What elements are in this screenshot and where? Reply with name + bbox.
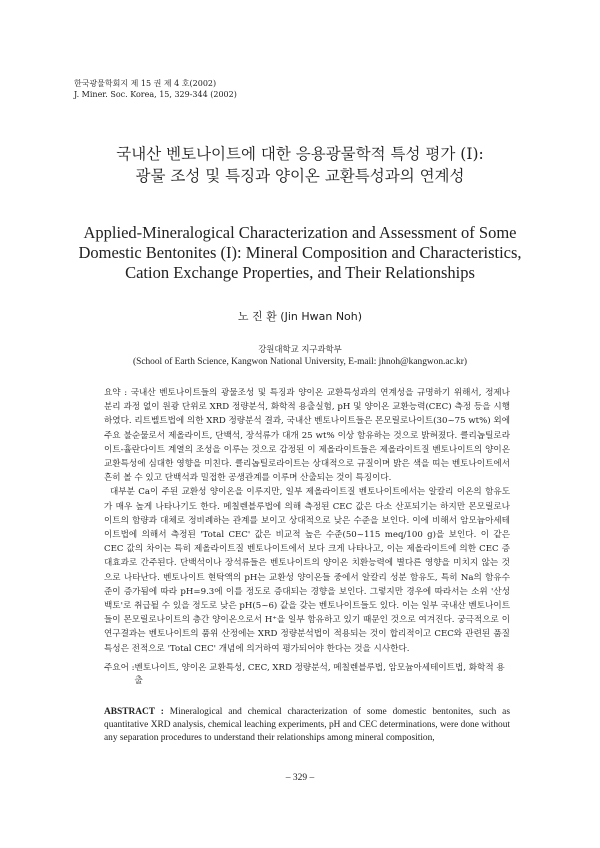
abstract-en-text: Mineralogical and chemical characterization of some domestic bentonites, such as quantitative XRD analysis, chemical leaching experiments, pH and CEC determinations, were done without any separation procedures to understand their relationships among mineral composition, — [104, 707, 510, 743]
abstract-ko — [104, 386, 510, 656]
keywords-text: 벤토나이트, 양이온 교환특성, CEC, XRD 정량분석, 메칠렌블루법, 암모늄아세테이트법, 화학적 용출 — [134, 663, 505, 686]
journal-line-en: J. Miner. Soc. Korea, 15, 329-344 (2002) — [74, 90, 237, 99]
keywords-label: 주요어 : — [104, 663, 135, 673]
journal-line-ko: 한국광물학회지 제 15 권 제 4 호(2002) — [74, 79, 217, 88]
abstract-ko-paragraph-2: 대부분 Ca이 주된 교환성 양이온을 이루지만, 일부 제올라이트질 벤토나이트에서는 알칼리 이온의 함유도가 매우 높게 나타나기도 한다. 메칠렌블루법에 의해 측정된 CEC 값은 다소 산포되기는 하지만 몬모릴로나이트의 함량과 대체로 정비례하는 관계를 보이고 상대적으로 낮은 수준을 보인다. 이에 비해서 암모늄아세테이트법에 의해서 측정된 'Total CEC' 값은 비교적 높은 수준(50~115 meq/100 g)을 보인다. 이 같은 CEC 값의 차이는 특히 제올라이트질 벤토나이트에서 보다 크게 나타나고, 이는 제올라이트에 의한 CEC 증대효과로 간주된다. 단백석이나 장석류들은 벤토나이트의 양이온 치환능력에 별다른 영향을 미치지 않는 것으로 나타난다. 벤토나이트 현탁액의 pH는 교환성 양이온들 중에서 알칼리 성분 함유도, 특히 Na의 함유수준이 증가됨에 따라 pH=9.3에 이를 정도로 증대되는 경향을 보인다. 그렇지만 경우에 따라서는 소위 '산성백토'로 취급될 수 있을 정도로 낮은 pH(5~6) 값을 갖는 벤토나이트들도 있다. 이는 일부 국내산 벤토나이트들이 몬모릴로나이트의 층간 양이온으로서 H⁺을 일부 함유하고 있기 때문인 것으로 여겨진다. 궁극적으로 이 연구결과는 벤토나이트의 품위 산정에는 XRD 정량분석법이 적용되는 것이 합리적이고 CEC와 관련된 품질 특성은 전적으로 'Total CEC' 개념에 의거하여 평가되어야 한다는 것을 시사한다. — [104, 487, 510, 654]
keywords — [104, 662, 510, 688]
abstract-ko-paragraph-1: 요약 : 국내산 벤토나이트들의 광물조성 및 특징과 양이온 교환특성과의 연계성을 규명하기 위해서, 정제나 분리 과정 없이 원광 단위로 XRD 정량분석, 화학적 용출실험, pH 및 양이온 교환능력(CEC) 측정 등을 시행하였다. 리트벨트법에 의한 XRD 정량분석 결과, 국내산 벤토나이트들은 몬모릴로나이트(30~75 wt%) 외에 주요 불순물로서 제올라이트, 단백석, 장석류가 대개 25 wt% 이상 함유하는 것으로 밝혀졌다. 클리놉틸로라이트-휼란다이트 계열의 조성을 이루는 것으로 감정된 이 제올라이트들은 제올라이트질 벤토나이트의 양이온 교환특성에 심대한 영향을 미친다. 클리놉틸로라이트는 상대적으로 규질이며 밝은 색을 띠는 벤토나이트에서 흔히 볼 수 있고 단백석과 밀접한 공생관계를 이루며 산출되는 것이 특징이다. — [104, 388, 510, 484]
title-en-line3: Cation Exchange Properties, and Their Relationships — [125, 263, 475, 282]
page-number: – 329 – — [285, 773, 315, 783]
author: 노 진 환 (Jin Hwan Noh) — [237, 310, 363, 323]
abstract-en — [104, 706, 510, 745]
title-ko-line2: 광물 조성 및 특징과 양이온 교환특성과의 연계성 — [135, 167, 465, 185]
abstract-en-label: ABSTRACT : — [104, 707, 164, 717]
affiliation-en: (School of Earth Science, Kangwon National University, E-mail: jhnoh@kangwon.ac.kr) — [133, 357, 467, 367]
title-en-line1: Applied-Mineralogical Characterization and Assessment of Some — [83, 223, 517, 242]
journal-info — [74, 78, 374, 100]
title-en-line2: Domestic Bentonites (I): Mineral Composition and Characteristics, — [78, 243, 522, 262]
title-ko-line1: 국내산 벤토나이트에 대한 응용광물학적 특성 평가 (I): — [116, 145, 484, 163]
affiliation-ko: 강원대학교 지구과학부 — [258, 344, 342, 354]
